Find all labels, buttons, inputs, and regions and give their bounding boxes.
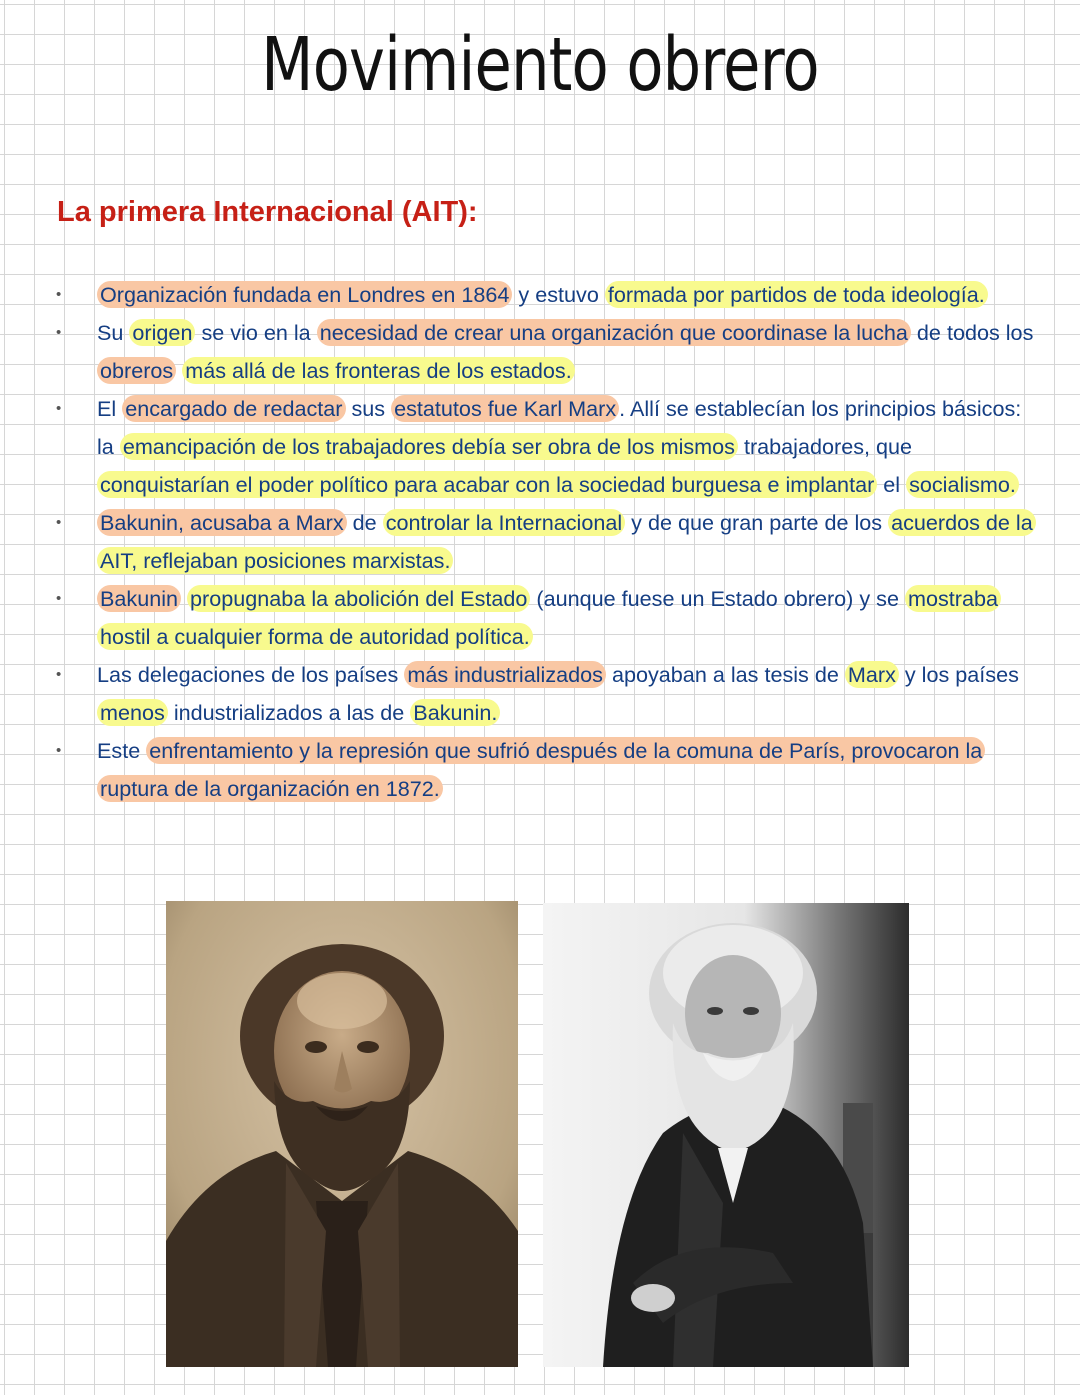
portrait-marx bbox=[543, 903, 909, 1367]
highlighted-text: acuerdos de la AIT, reflejaban posiciones marxistas. bbox=[97, 509, 1036, 574]
bullet-item bbox=[52, 732, 1042, 808]
bullet-text: se vio en la bbox=[195, 320, 317, 345]
bullet-text: de todos los bbox=[910, 320, 1034, 345]
highlighted-text: Organización fundada en Londres en 1864 bbox=[97, 281, 512, 308]
highlighted-text: Marx bbox=[845, 661, 899, 688]
highlighted-text: menos bbox=[97, 699, 168, 726]
highlighted-text: necesidad de crear una organización que coordinase la lucha bbox=[317, 319, 911, 346]
highlighted-text: controlar la Internacional bbox=[383, 509, 625, 536]
portrait-bakunin bbox=[166, 901, 518, 1367]
highlighted-text: más allá de las fronteras de los estados. bbox=[182, 357, 575, 384]
highlighted-text: propugnaba la abolición del Estado bbox=[187, 585, 530, 612]
bullet-text: . Allí se establecían los principios básicos: la bbox=[97, 396, 1022, 459]
bullet-text: apoyaban a las tesis de bbox=[605, 662, 845, 687]
highlighted-text: origen bbox=[129, 319, 195, 346]
bullet-text: (aunque fuese un Estado obrero) y se bbox=[530, 586, 905, 611]
bullet-item bbox=[52, 504, 1042, 580]
bullet-text: industrializados a las de bbox=[167, 700, 411, 725]
bullet-text: el bbox=[877, 472, 907, 497]
bullet-list bbox=[52, 276, 1042, 808]
highlighted-text: Bakunin. bbox=[410, 699, 500, 726]
highlighted-text: socialismo. bbox=[906, 471, 1019, 498]
bullet-text: sus bbox=[345, 396, 392, 421]
bullet-item bbox=[52, 580, 1042, 656]
highlighted-text: formada por partidos de toda ideología. bbox=[605, 281, 988, 308]
bullet-text: El bbox=[97, 396, 123, 421]
bullet-item bbox=[52, 656, 1042, 732]
highlighted-text: enfrentamiento y la represión que sufrió después de la comuna de París, provocaron la ruptura de la organización en 1872. bbox=[97, 737, 985, 802]
bullet-text: y de que gran parte de los bbox=[625, 510, 889, 535]
bullet-text: de bbox=[346, 510, 383, 535]
highlighted-text: conquistarían el poder político para acabar con la sociedad burguesa e implantar bbox=[97, 471, 877, 498]
highlighted-text: Bakunin, acusaba a Marx bbox=[97, 509, 347, 536]
bullet-text: y estuvo bbox=[512, 282, 605, 307]
highlighted-text: emancipación de los trabajadores debía ser obra de los mismos bbox=[120, 433, 738, 460]
bullet-item bbox=[52, 390, 1042, 504]
bullet-text: Su bbox=[97, 320, 130, 345]
bullet-text: trabajadores, que bbox=[737, 434, 913, 459]
highlighted-text: obreros bbox=[97, 357, 176, 384]
bullet-item bbox=[52, 314, 1042, 390]
bullet-text: y los países bbox=[898, 662, 1019, 687]
section-heading: La primera Internacional (AIT): bbox=[57, 196, 478, 228]
bullet-text: Este bbox=[97, 738, 147, 763]
bullet-item bbox=[52, 276, 1042, 314]
highlighted-text: más industrializados bbox=[404, 661, 606, 688]
highlighted-text: estatutos fue Karl Marx bbox=[391, 395, 619, 422]
bullet-text: Las delegaciones de los países bbox=[97, 662, 405, 687]
page-title: Movimiento obrero bbox=[261, 22, 819, 108]
highlighted-text: Bakunin bbox=[97, 585, 181, 612]
highlighted-text: encargado de redactar bbox=[122, 395, 345, 422]
highlighted-text: mostraba hostil a cualquier forma de autoridad política. bbox=[97, 585, 1001, 650]
